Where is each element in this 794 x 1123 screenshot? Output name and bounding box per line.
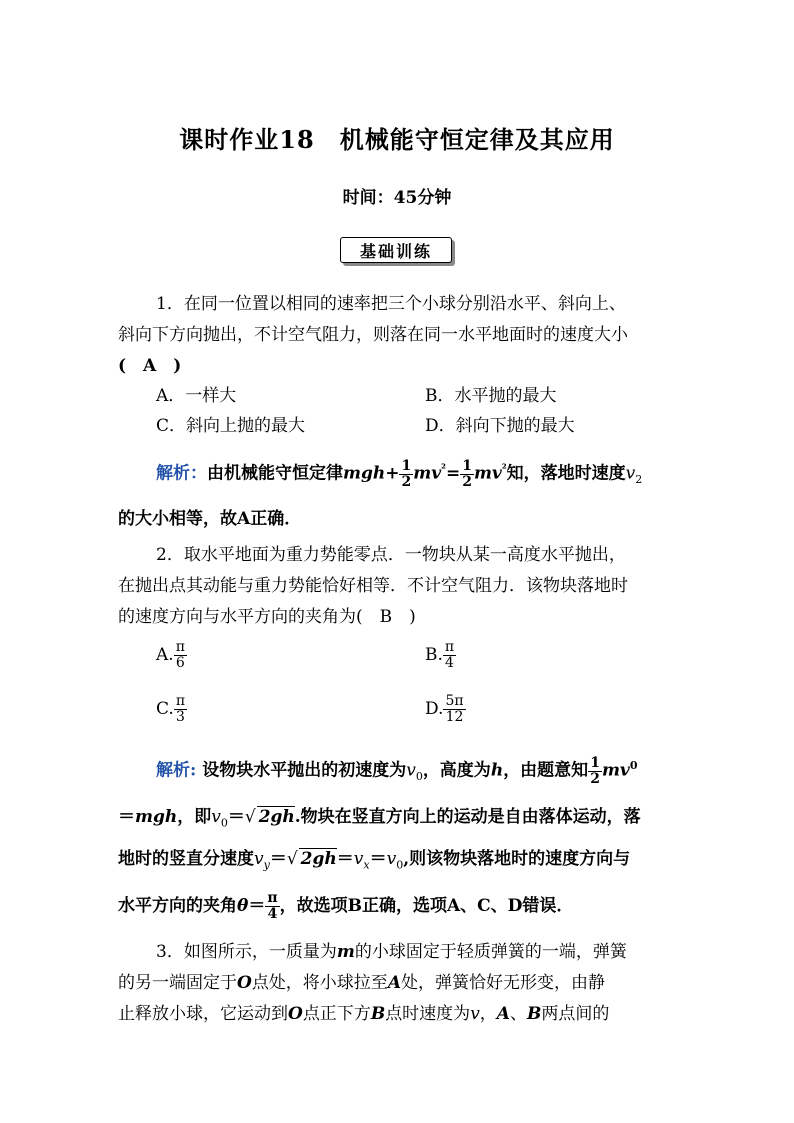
q2-analysis-label: 解析: [156,760,197,781]
q3-l2-a: 的另一端固定于 [118,973,237,993]
q1-analysis-post: 知，落地时速度 [506,463,626,484]
q2-option-c-label: C. [156,699,174,719]
q2-option-a-num: π [175,639,185,655]
q1-answer: ( A ) [118,356,182,376]
q2-option-d [425,694,466,725]
q1-formula-mv-right: mv [473,463,502,484]
q2-l3-v0-sub: 0 [396,858,404,872]
q1-analysis-line-2: 的大小相等，故A正确． [118,509,302,529]
q1-option-a: A．一样大 [156,386,237,406]
q2-analysis-a2: ，高度为 [422,760,491,781]
q2-l3-vx: v [353,849,364,869]
q2-l4-theta: θ [237,896,249,916]
q3-line-3 [118,1004,609,1024]
q2-l3-b: ,则该物块落地时的速度方向与 [403,849,631,869]
q2-line-3: 的速度方向与水平方向的夹角为( B ) [118,607,416,627]
q2-l3-sqrt: 2gh [300,849,337,869]
q2-l3-eq: ＝ [269,849,287,869]
q2-analysis-a1: 设物块水平抛出的初速度为 [202,760,407,781]
q2-option-b-label: B. [425,645,443,665]
q3-l3-e: 、 [510,1004,527,1024]
q3-l3-f: 两点间的 [541,1004,610,1024]
q2-l3-eq3: ＝ [369,849,387,869]
q2-l2-sqrt: 2gh [258,807,295,827]
q3-point-a-2: A [496,1004,510,1024]
q2-l3-vx-sub: x [363,858,370,872]
q1-fraction-right [460,459,474,490]
q2-mv0: mv [601,760,630,781]
q2-l3-eq2: ＝ [336,849,354,869]
q3-point-b-1: B [370,1004,386,1024]
q2-l3-a: 地时的竖直分速度 [118,849,254,869]
q1-formula-plus: + [385,463,400,484]
q2-option-a-label: A. [156,645,174,665]
q2-mv0-sup: 0 [629,759,638,772]
q3-point-b-2: B [527,1004,542,1024]
q1-velocity-v: v [625,463,636,484]
q2-l2-mgh: mgh [135,807,178,827]
q2-option-d-den: 12 [445,709,464,725]
q1-fraction-right-num: 1 [462,457,472,474]
q2-line-1: 2．取水平地面为重力势能零点．一物块从某一高度水平抛出， [156,545,626,565]
q3-l1-b: 的小球固定于轻质弹簧的一端，弹簧 [354,942,627,962]
q2-l4-a: 水平方向的夹角 [118,896,237,916]
section-badge-label: 基础训练 [359,242,432,261]
q2-analysis-line-1 [156,748,637,795]
q1-line-1: 1．在同一位置以相同的速率把三个小球分别沿水平、斜向上、 [156,294,626,314]
q2-l2-b: .物块在竖直方向上的运动是自由落体运动，落 [294,807,641,827]
time-limit: 时间：45分钟 [342,188,452,208]
q1-formula-mv-left: mv [413,463,442,484]
q2-v0: v [406,760,416,781]
q1-formula-sq-right: ² [501,462,507,475]
q3-l3-d: ， [479,1004,497,1024]
q2-l2-eq: ＝ [118,807,135,827]
q1-fraction-left-num: 1 [401,457,412,474]
q2-option-d-num: 5π [445,693,464,709]
q2-l2-a: ，即 [177,807,212,827]
q2-option-b-fraction [443,640,456,671]
q2-half-num: 1 [590,754,600,771]
q2-option-a-den: 6 [175,655,185,671]
q1-fraction-left-den: 2 [401,473,412,490]
q2-option-b-num: π [444,639,455,655]
q2-l2-v0-sub: 0 [220,816,228,830]
q1-analysis-pre: 由机械能守恒定律 [207,463,343,484]
q2-option-c-den: 3 [175,709,185,725]
q3-l3-a: 止释放小球，它运动到 [118,1004,288,1024]
q3-velocity-v: v [470,1004,480,1024]
q1-fraction-right-den: 2 [462,473,472,490]
q3-l3-c: 点时速度为 [385,1004,471,1024]
q3-point-o-1: O [237,973,252,993]
q2-option-d-fraction [443,694,465,725]
q3-point-a-1: A [387,973,402,993]
q1-formula-sq-left: ² [441,462,446,475]
q1-line-2: 斜向下方向抛出，不计空气阻力，则落在同一水平地面时的速度大小 [118,325,628,345]
q2-v0-sub: 0 [415,770,423,784]
q2-l4-fraction [265,891,279,922]
q2-option-c-num: π [175,693,186,709]
q2-option-d-label: D. [425,699,444,719]
q3-l1-a: 3．如图所示，一质量为 [156,942,337,962]
q2-half-fraction [588,756,602,787]
q3-mass-m: m [336,942,355,962]
q1-option-b: B．水平抛的最大 [425,386,557,406]
q3-l2-c: 处，弹簧恰好无形变，由静 [401,973,606,993]
q3-line-1 [156,942,627,962]
q2-l4-num: π [267,890,278,906]
q2-option-a [156,640,187,671]
q1-velocity-sub: 2 [635,473,643,487]
q2-analysis-line-2: ＝mgh，即$v_0=√$ 2gh.物块在竖直方向上的运动是自由落体运动，落 [118,807,641,830]
q2-l4-den: 4 [267,906,278,922]
q1-fraction-left [399,459,413,490]
section-badge [340,237,454,265]
q2-l3-v0: v [386,849,397,869]
q3-point-o-2: O [288,1004,303,1024]
q2-analysis-a3: ，由题意知 [503,760,589,781]
q2-half-den: 2 [590,770,600,787]
q3-l2-b: 点处，将小球拉至 [251,973,388,993]
page-title: 课时作业18 机械能守恒定律及其应用 [179,125,615,154]
q2-option-c [156,694,187,725]
q2-option-b-den: 4 [445,655,454,671]
q2-height-h: h [490,760,504,781]
q1-option-d: D．斜向下抛的最大 [425,416,575,436]
q2-line-2: 在抛出点其动能与重力势能恰好相等．不计空气阻力．该物块落地时 [118,576,628,596]
q2-l4-eq: ＝ [248,896,266,916]
q2-l2-eq2: ＝ [227,807,245,827]
q3-line-2 [118,973,605,993]
q1-option-c: C．斜向上抛的最大 [156,416,306,436]
q1-analysis-line-1 [156,452,642,497]
q2-l3-vy-sub: y [263,858,270,872]
q2-option-b [425,640,456,671]
q2-analysis-line-4 [118,888,573,924]
q2-option-c-fraction [174,694,187,725]
q2-option-a-fraction [174,640,187,671]
q2-l3-vy: v [254,849,264,869]
q1-formula-mgh: mgh [343,463,386,484]
q3-l3-b: 点正下方 [302,1004,371,1024]
q2-analysis-line-3: 地时的竖直分速度$v_y=√$ $2gh=v_x=v_0$,则该物块落地时的速度方向与 [118,849,631,872]
q2-l2-v0: v [211,807,221,827]
q1-analysis-label: 解析： [156,463,207,484]
q1-formula-eq: = [445,463,461,484]
q2-l4-b: ，故选项B正确，选项A、C、D错误． [279,896,574,916]
